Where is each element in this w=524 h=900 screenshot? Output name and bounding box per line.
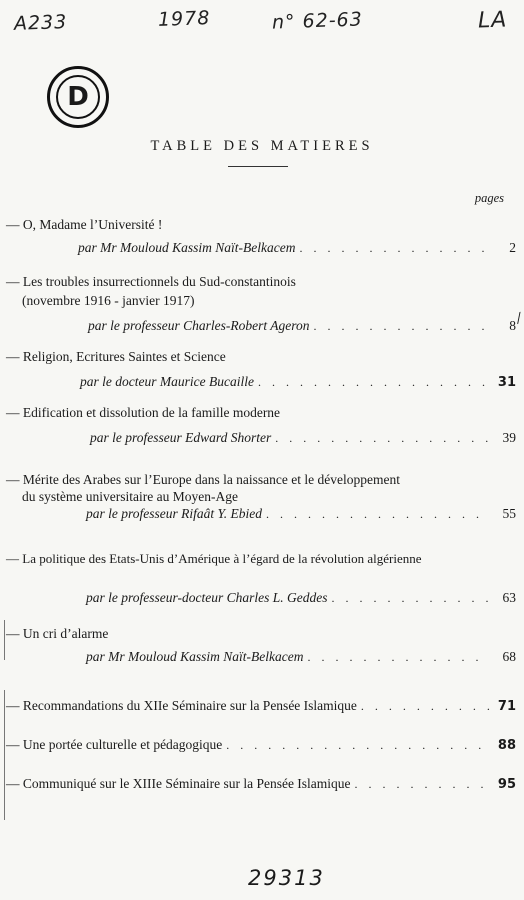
page-number: 71 [497, 699, 516, 714]
checkmark-icon: ⁄ [514, 311, 523, 327]
entry-title: — Les troubles insurrectionnels du Sud-constantinois [6, 274, 296, 289]
page-number: 55 [502, 506, 516, 521]
handwritten-year: 1978 [157, 7, 211, 31]
toc-entry [6, 775, 516, 793]
leader-dots [275, 430, 490, 447]
toc-entry [6, 216, 516, 257]
page-number: 8 [509, 318, 516, 333]
author-prefix: par le professeur [88, 318, 180, 333]
entry-title-row [6, 736, 516, 754]
entry-title: — Une portée culturelle et pédagogique [6, 737, 223, 752]
entry-title: — O, Madame l’Université ! [6, 217, 163, 232]
entry-byline [6, 317, 516, 335]
entry-title: — Communiqué sur le XIIIe Séminaire sur la Pensée Islamique [6, 776, 351, 791]
leader-dots [331, 590, 490, 607]
toc-entry [6, 348, 516, 391]
entry-title: — Religion, Ecritures Saintes et Science [6, 349, 226, 364]
toc-entry [6, 404, 516, 447]
entry-title-row [6, 775, 516, 793]
pages-column-header: pages [474, 191, 504, 205]
author-name: Charles-Robert Ageron [183, 318, 310, 333]
author-name: Charles L. Geddes [226, 590, 328, 605]
entry-title: — Un cri d’alarme [6, 626, 109, 641]
scan-margin-mark [4, 620, 5, 660]
handwritten-initials: LA [477, 7, 508, 34]
handwritten-inventory-number: 29313 [248, 866, 325, 890]
entry-title-row [6, 697, 516, 715]
page-number: 95 [497, 777, 516, 792]
page-number: 68 [502, 649, 516, 664]
toc-entry [6, 625, 516, 666]
author-name: Mr Mouloud Kassim Naït-Belkacem [108, 649, 304, 664]
leader-dots [226, 737, 490, 754]
entry-byline [6, 373, 516, 391]
library-stamp [47, 66, 109, 128]
stamp-letter: D [56, 75, 100, 119]
leader-dots [308, 649, 491, 666]
leader-dots [300, 240, 491, 257]
title-divider [228, 166, 288, 167]
entry-title-continued: du système universitaire au Moyen-Age [22, 489, 238, 504]
page-number: 2 [509, 240, 516, 255]
author-prefix: par le professeur-docteur [86, 590, 224, 605]
author-prefix: par le professeur [90, 430, 182, 445]
handwritten-issue-numbers: n° 62-63 [271, 8, 364, 34]
entry-byline [6, 648, 516, 666]
page-number: 88 [497, 738, 516, 753]
author-name: Edward Shorter [185, 430, 272, 445]
author-prefix: par [78, 240, 97, 255]
entry-byline [6, 239, 516, 257]
toc-entry [6, 697, 516, 715]
leader-dots [266, 506, 490, 523]
entry-title: — Edification et dissolution de la famille moderne [6, 405, 281, 420]
toc-entry [6, 273, 516, 335]
author-prefix: par le docteur [80, 374, 157, 389]
author-name: Rifaât Y. Ebied [181, 506, 263, 521]
toc-entry [6, 550, 516, 607]
leader-dots [314, 318, 491, 335]
author-prefix: par [86, 649, 105, 664]
page-number: 31 [497, 375, 516, 390]
author-name: Maurice Bucaille [159, 374, 254, 389]
entry-byline [6, 589, 516, 607]
page-number: 39 [502, 430, 516, 445]
entry-byline [6, 429, 516, 447]
entry-title: — La politique des Etats-Unis d’Amérique à l’égard de la révolution algérienne [6, 551, 422, 566]
page-title: TABLE DES MATIERES [150, 138, 374, 154]
handwritten-reference: A233 [13, 11, 68, 35]
toc-entry [6, 471, 516, 523]
author-prefix: par le professeur [86, 506, 178, 521]
scan-margin-mark [4, 690, 5, 820]
leader-dots [355, 776, 490, 793]
author-name: Mr Mouloud Kassim Naït-Belkacem [100, 240, 296, 255]
leader-dots [361, 698, 490, 715]
entry-title: — Recommandations du XIIe Séminaire sur la Pensée Islamique [6, 698, 357, 713]
entry-byline [6, 505, 516, 523]
entry-title: — Mérite des Arabes sur l’Europe dans la naissance et le développement [6, 472, 400, 487]
entry-title-continued: (novembre 1916 - janvier 1917) [22, 293, 195, 308]
page-number: 63 [502, 590, 516, 605]
leader-dots [258, 374, 490, 391]
toc-entry [6, 736, 516, 754]
